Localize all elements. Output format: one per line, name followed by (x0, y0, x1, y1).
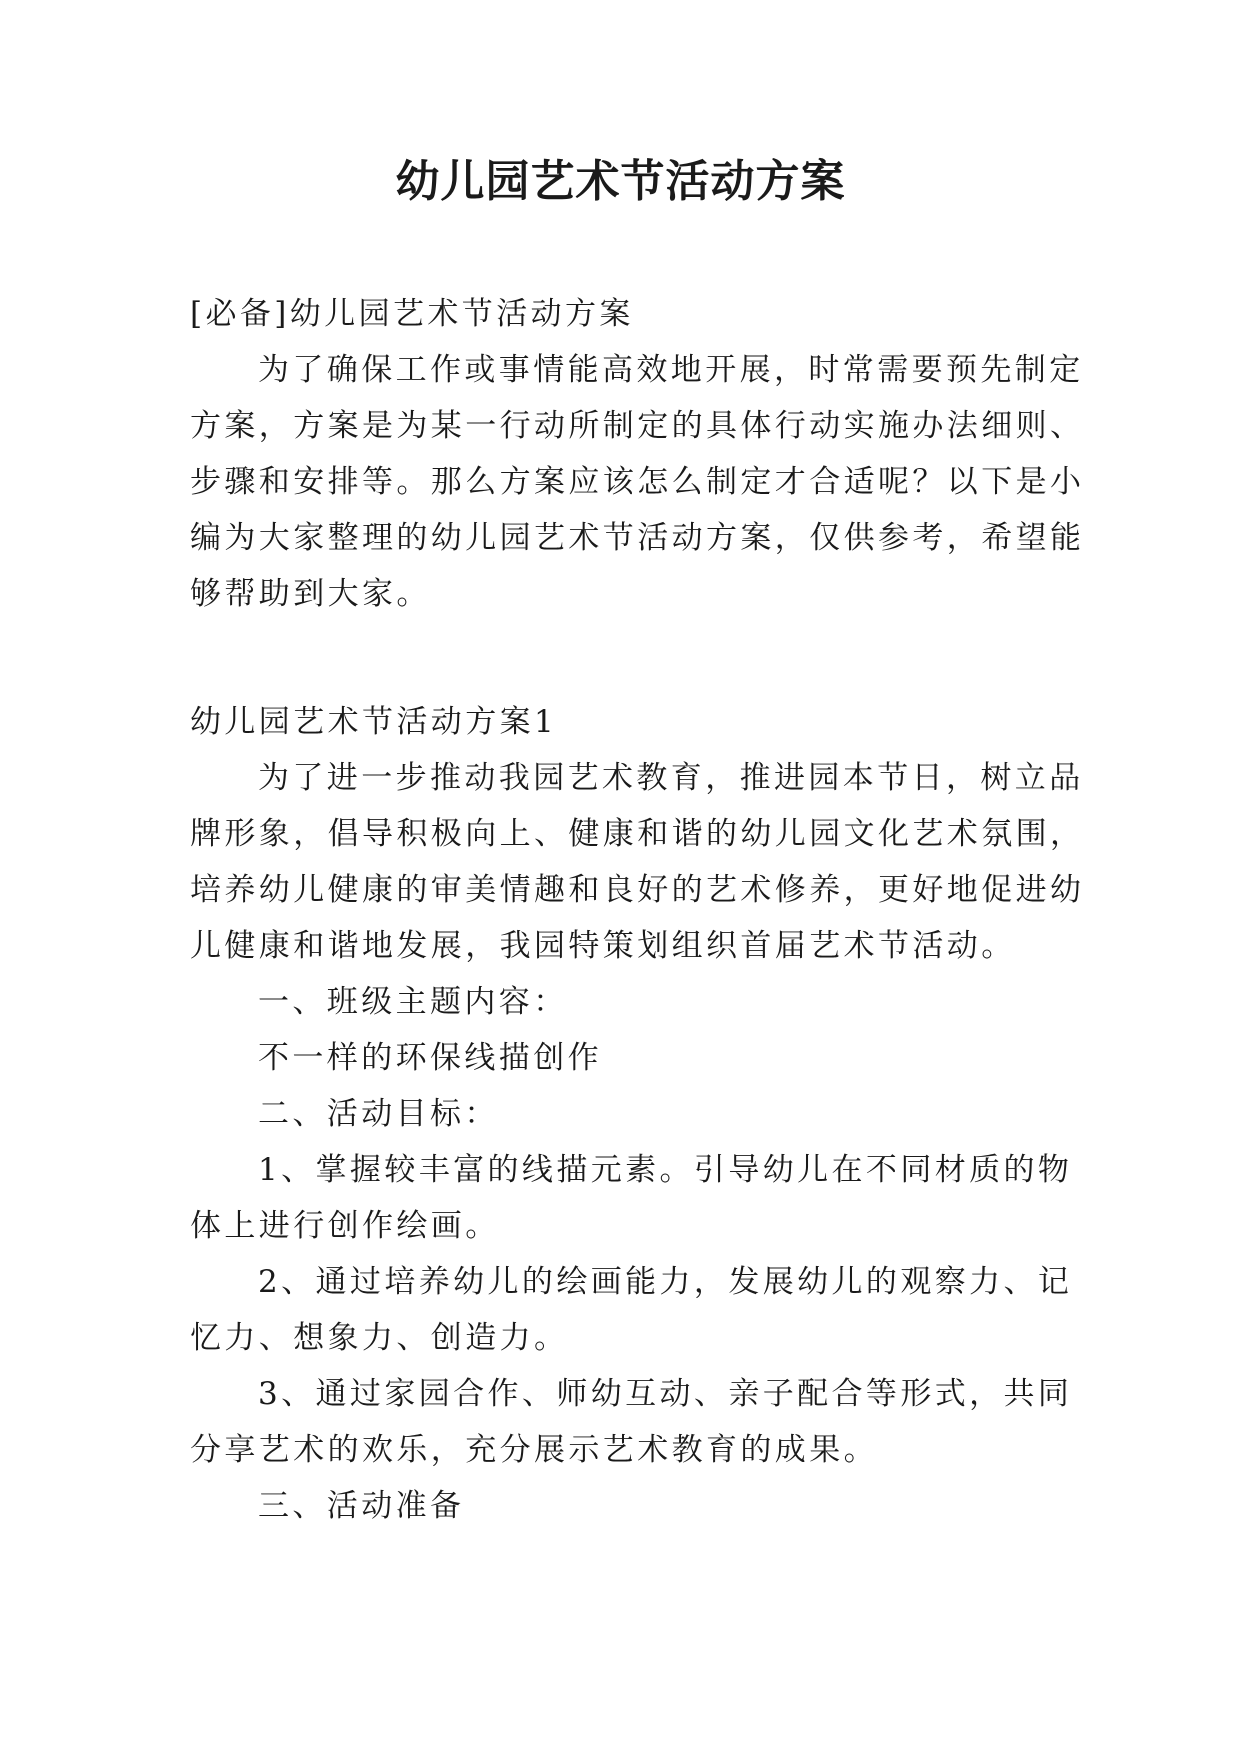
list-item: 忆力、想象力、创造力。 (190, 1320, 569, 1356)
body-line: 不一样的环保线描创作 (258, 1040, 602, 1076)
intro-line: 编为大家整理的幼儿园艺术节活动方案，仅供参考，希望能 (190, 520, 1085, 556)
document-title: 幼儿园艺术节活动方案 (395, 156, 846, 207)
intro-line: 够帮助到大家。 (190, 576, 431, 612)
list-heading: 三、活动准备 (258, 1488, 465, 1524)
intro-line: 方案，方案是为某一行动所制定的具体行动实施办法细则、 (190, 408, 1085, 444)
list-item: 分享艺术的欢乐，充分展示艺术教育的成果。 (190, 1432, 878, 1468)
body-line: 为了进一步推动我园艺术教育，推进园本节日，树立品 (258, 760, 1084, 796)
section-heading: 幼儿园艺术节活动方案1 (190, 704, 558, 740)
body-line: 儿健康和谐地发展，我园特策划组织首届艺术节活动。 (190, 928, 1016, 964)
body-line: 培养幼儿健康的审美情趣和良好的艺术修养，更好地促进幼 (190, 872, 1085, 908)
body-line: 牌形象，倡导积极向上、健康和谐的幼儿园文化艺术氛围， (190, 816, 1085, 852)
subtitle-line: [必备]幼儿园艺术节活动方案 (190, 296, 634, 332)
intro-line: 为了确保工作或事情能高效地开展，时常需要预先制定 (258, 352, 1084, 388)
list-item: 3、通过家园合作、师幼互动、亲子配合等形式，共同 (258, 1376, 1073, 1412)
list-item: 体上进行创作绘画。 (190, 1208, 500, 1244)
intro-line: 步骤和安排等。那么方案应该怎么制定才合适呢？以下是小 (190, 464, 1085, 500)
list-item: 1、掌握较丰富的线描元素。引导幼儿在不同材质的物 (258, 1152, 1073, 1188)
list-heading: 二、活动目标： (258, 1096, 499, 1132)
list-item: 2、通过培养幼儿的绘画能力，发展幼儿的观察力、记 (258, 1264, 1073, 1300)
list-heading: 一、班级主题内容： (258, 984, 568, 1020)
